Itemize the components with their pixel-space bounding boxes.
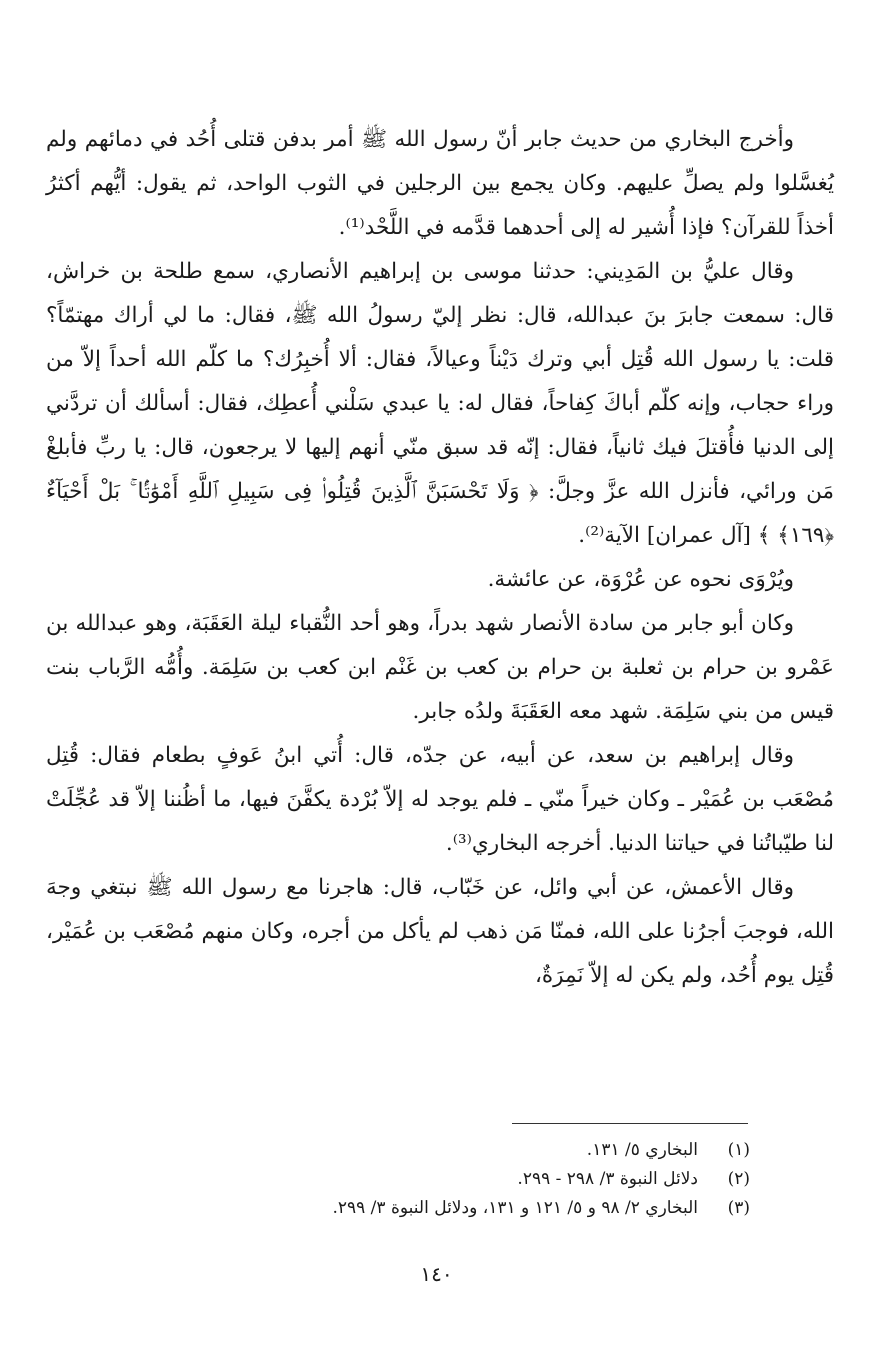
paragraph-2: وقال عليُّ بن المَدِيني: حدثنا موسى بن إبراهيم الأنصاري، سمع طلحة بن خراش، قال: سمعت جابرَ بنَ عبدالله، قال: نظر إليّ رسولُ الله ﷺ، فقال: ما لي أراك مهتمّاً؟ قلت: يا رسول الله قُتِل أبي وترك دَيْناً وعيالاً، فقال: ألا أُخبِرُك؟ ما كلّم الله أحداً إلاّ من وراء حجاب، وإنه كلّم أباكَ كِفاحاً، فقال له: يا عبدي سَلْني أُعطِك، فقال: أسألك أن تردَّني إلى الدنيا فأُقتلَ فيك ثانياً، فقال: إنّه قد سبق منّي أنهم إليها لا يرجعون، قال: يا ربِّ فأبلغْ مَن ورائي، فأنزل الله عزَّ وجلَّ: ﴿ وَلَا تَحْسَبَنَّ ٱلَّذِينَ قُتِلُوا۟ فِى سَبِيلِ ٱللَّهِ أَمْوَٰتًۢا ۚ بَلْ أَحْيَآءٌ ﴿١٦٩﴾ ﴾ [آل عمران] الآية⁽²⁾.	[46, 259, 834, 548]
footnote-number: (١)	[727, 1140, 750, 1160]
paragraph-6: وقال الأعمش، عن أبي وائل، عن خَبّاب، قال: هاجرنا مع رسول الله ﷺ نبتغي وجهَ الله، فوجبَ أجرُنا على الله، فمنّا مَن ذهب لم يأكل من أجره، وكان منهم مُصْعَب بن عُمَيْر، قُتِل يوم أُحُد، ولم يكن له إلاّ نَمِرَةٌ،	[46, 875, 834, 988]
footnotes	[100, 1136, 750, 1223]
footnote-item	[100, 1165, 750, 1194]
footnote-text: البخاري ٢/ ٩٨ و ٥/ ١٢١ و ١٣١، ودلائل النبوة ٣/ ٢٩٩.	[332, 1198, 698, 1218]
footnote-text: البخاري ٥/ ١٣١.	[586, 1140, 698, 1160]
footnote-item	[100, 1136, 750, 1165]
footnote-text: دلائل النبوة ٣/ ٢٩٨ - ٢٩٩.	[517, 1169, 698, 1189]
footnote-item	[100, 1194, 750, 1223]
paragraph-5: وقال إبراهيم بن سعد، عن أبيه، عن جدّه، قال: أُتي ابنُ عَوفٍ بطعام فقال: قُتِل مُصْعَب بن عُمَيْر ـ وكان خيراً منّي ـ فلم يوجد له إلاّ بُرْدة يكفَّنَ فيها، ما أظُننا إلاّ قد عُجِّلَتْ لنا طيّباتُنا في حياتنا الدنيا. أخرجه البخاري⁽³⁾.	[46, 743, 834, 856]
paragraph-4: وكان أبو جابر من سادة الأنصار شهد بدراً، وهو أحد النُّقباء ليلة العَقَبَة، وهو عبدالله بن عَمْرو بن حرام بن ثعلبة بن حرام بن كعب بن غَنْم ابن كعب بن سَلِمَة. وأُمُّه الرَّباب بنت قيس من بني سَلِمَة. شهد معه العَقَبَةَ ولدُه جابر.	[46, 611, 834, 724]
footnote-divider	[512, 1123, 748, 1124]
paragraph-3: ويُرْوَى نحوه عن عُرْوَة، عن عائشة.	[487, 567, 794, 592]
footnote-number: (٢)	[727, 1169, 750, 1189]
main-text	[46, 118, 834, 998]
paragraph-1: وأخرج البخاري من حديث جابر أنّ رسول الله ﷺ أمر بدفن قتلى أُحُد في دمائهم ولم يُغسَّلوا ولم يصلِّ عليهم. وكان يجمع بين الرجلين في الثوب الواحد، ثم يقول: أيُّهم أكثرُ أخذاً للقرآن؟ فإذا أُشير له إلى أحدهما قدَّمه في اللَّحْد⁽¹⁾.	[46, 127, 834, 240]
footnote-number: (٣)	[727, 1198, 750, 1218]
page-number: ١٤٠	[420, 1262, 453, 1286]
